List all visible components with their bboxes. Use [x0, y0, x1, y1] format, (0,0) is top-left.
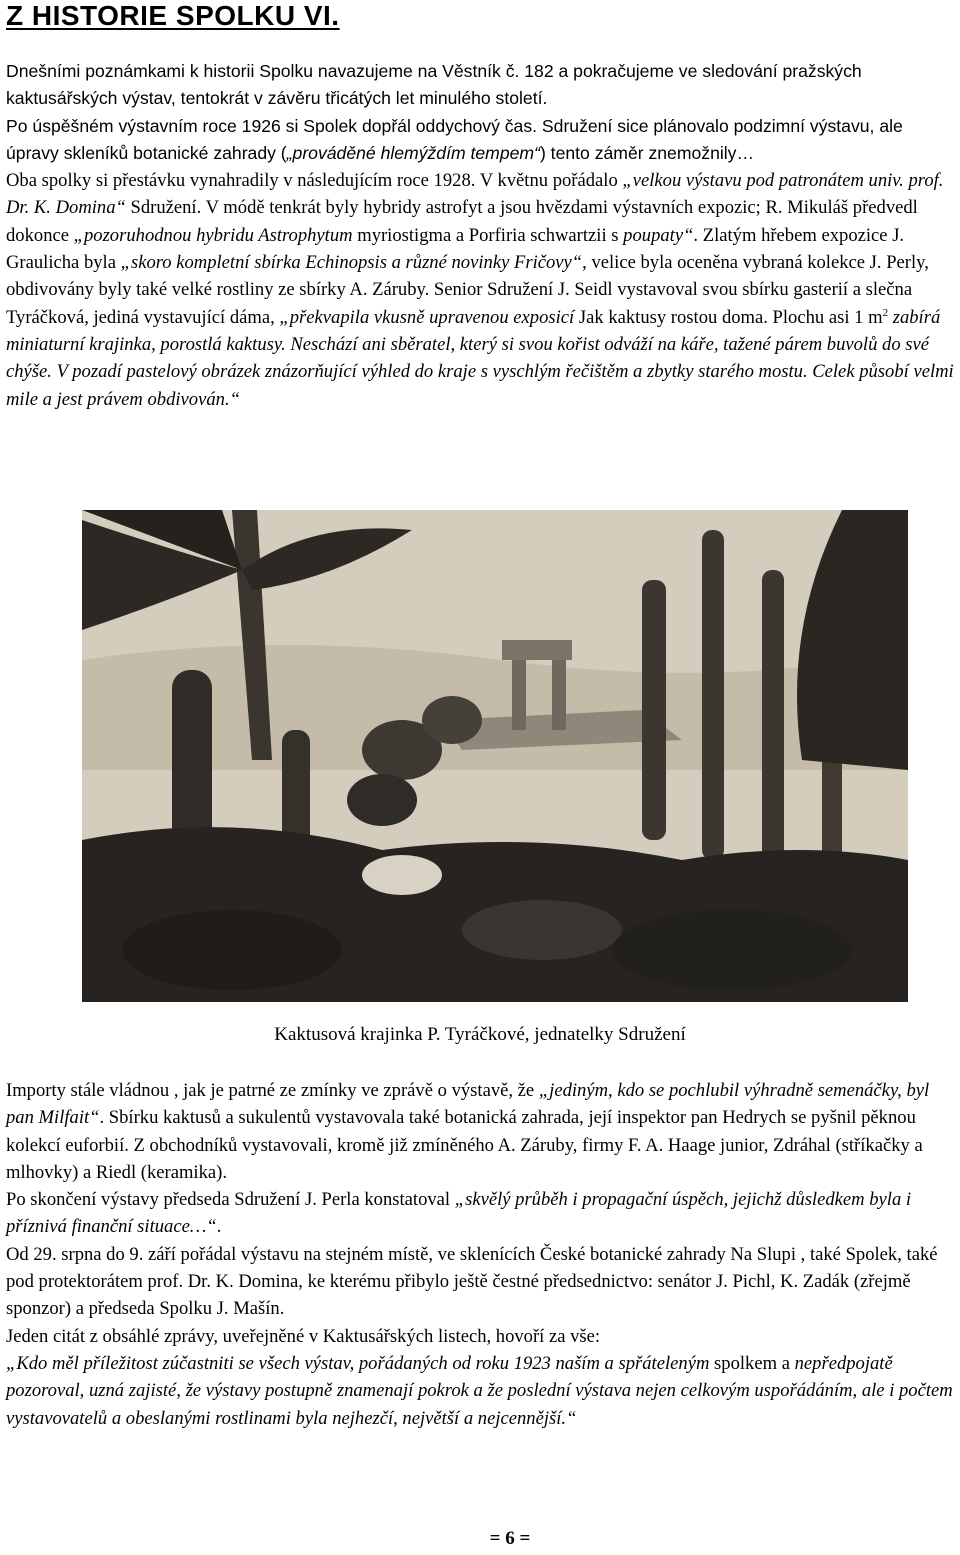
paragraph-imports: Importy stále vládnou , jak je patrné ze zmínky ve zprávě o výstavě, že „jediným, kdo se pochlubil výhradně semenáčky, byl pan Milfait“. Sbírku kaktusů a sukulentů vystavovala také botanická zahrada, její inspektor pan Hedrych se pyšnil pěknou kolekcí euforbií. Z obchodníků vystavovali, kromě již zmíněného A. Záruby, firmy F. A. Haage junior, Zdráhal (stříkačky a mlhovky) a Riedl (keramika). — [6, 1080, 930, 1183]
intro-paragraph — [6, 58, 956, 413]
cactus-landscape-photo — [82, 510, 908, 1002]
page-number: = 6 = — [489, 1528, 531, 1549]
intro-text: Dnešními poznámkami k historii Spolku navazujeme na Věstník č. 182 a pokračujeme ve sledování pražských kaktusářských výstav, tentokrát v závěru třicátých let minulého století. Po úspěšném výstavním roce 1926 si Spolek dopřál oddychový čas. Sdružení sice plánovalo podzimní výstavu, ale úpravy skleníků botanické zahrady („prováděné hlemýždím tempem“) tento záměr znemožnily… — [6, 61, 903, 163]
paragraph-exhibition-1928: Oba spolky si přestávku vynahradily v následujícím roce 1928. V květnu pořádalo „velkou výstavu pod patronátem univ. prof. Dr. K. Domina“ Sdružení. V módě tenkrát byly hybridy astrofyt a jsou hvězdami výstavních expozic; R. Mikuláš předvedl dokonce „pozoruhodnou hybridu Astrophytum myriostigma a Porfiria schwartzii s poupaty“. Zlatým hřebem expozice J. Graulicha byla „skoro kompletní sbírka Echinopsis a různé novinky Fričovy“, velice byla oceněna vybraná kolekce J. Perly, obdivovány byly také velké rostliny ze sbírky A. Záruby. Senior Sdružení J. Seidl vystavoval svou sbírku gasterií a slečna Tyráčková, jediná vystavující dáma, „překvapila vkusně upravenou exposicí Jak kaktusy rostou doma. Plochu asi 1 $m^2$ zabírá miniaturní krajinka, porostlá kaktusy. Neschází ani sběratel, který si svou kořist odváží na káře, tažené párem buvolů do své chýše. V pozadí pastelový obrázek znázorňující výhled do kraje s vyschlým řečištěm a zbytky starého mostu. Celek působí velmi mile a jest právem obdivován.“ — [6, 170, 954, 410]
paragraph-perla: Po skončení výstavy předseda Sdružení J. Perla konstatoval „skvělý průběh i propagační úspěch, jejichž důsledkem byla i příznivá finanční situace…“. — [6, 1189, 912, 1238]
paragraph-quote: „Kdo měl příležitost zúčastniti se všech výstav, pořádaných od roku 1923 naším a spřáteleným spolkem a nepředpojatě pozoroval, uzná zajisté, že výstavy postupně znamenají pokrok a že poslední výstava nejen celkovým uspořádáním, ale i počtem vystavovatelů a obeslanými rostlinami byla nejhezčí, největší a nejcennější.“ — [6, 1352, 953, 1429]
page-title: Z HISTORIE SPOLKU VI. — [6, 0, 340, 31]
paragraph-citation-intro: Jeden citát z obsáhlé zprávy, uveřejněné v Kaktusářských listech, hovoří za vše: — [6, 1325, 601, 1347]
body-text-lower — [6, 1077, 956, 1432]
photo-caption: Kaktusová krajinka P. Tyráčkové, jednatelky Sdružení — [274, 1024, 686, 1045]
paragraph-spolek-exhibition: Od 29. srpna do 9. září pořádal výstavu na stejném místě, ve sklenících České botanické zahrady Na Slupi , také Spolek, také pod protektorátem prof. Dr. K. Domina, ke kterému přibylo ještě čestné předsednictvo: senátor J. Pichl, K. Zadák (zřejmě sponzor) a předseda Spolku J. Mašín. — [6, 1243, 938, 1320]
